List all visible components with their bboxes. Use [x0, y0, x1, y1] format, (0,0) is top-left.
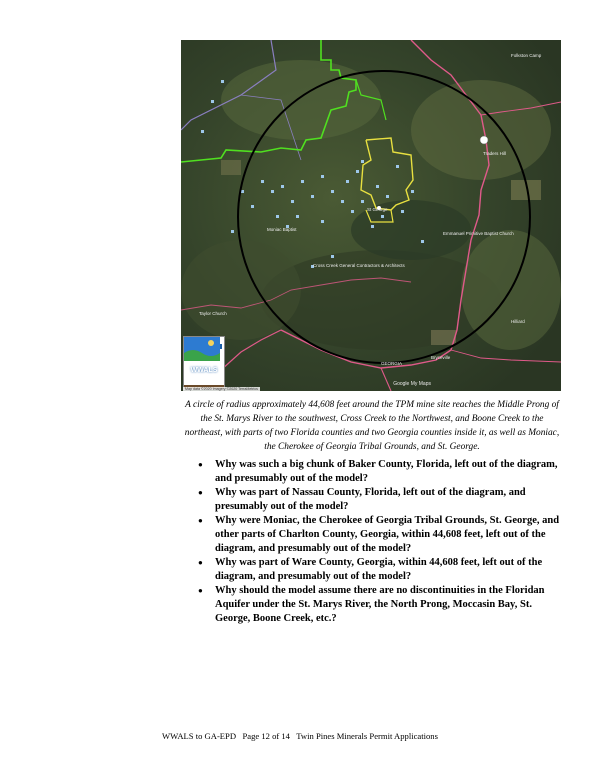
map-label-emmanuel: Emmanuel Primitive Baptist Church	[443, 231, 514, 236]
bullet-icon: ●	[198, 558, 203, 567]
bullet-icon: ●	[198, 488, 203, 497]
question-text: Why was such a big chunk of Baker County, Florida, left out of the diagram, and presumably out of the model?	[215, 459, 558, 484]
map-label-moniac: Moniac Baptist	[267, 227, 297, 232]
question-text: Why should the model assume there are no discontinuities in the Floridan Aquifer under the St. Marys River, the North Prong, Moccasin Bay, St. George, Boone Creek, etc.?	[215, 585, 545, 624]
question-text: Why was part of Ware County, Georgia, within 44,608 feet, left out of the diagram, and presumably out of the model?	[215, 557, 543, 582]
list-item	[193, 486, 565, 514]
map-label-bryceville: Bryceville	[431, 355, 451, 360]
map-imagery	[181, 40, 561, 391]
map-label-hilliard: Hilliard	[511, 319, 525, 324]
page-footer: WWALS to GA-EPD Page 12 of 14 Twin Pines Minerals Permit Applications	[162, 731, 438, 741]
satellite-map	[181, 40, 561, 391]
question-text: Why were Moniac, the Cherokee of Georgia Tribal Grounds, St. George, and other parts of Charlton County, Georgia, within 44,608 feet, left out of the diagram, and presumably out of the model?	[215, 515, 560, 554]
google-my-maps-credit: Google My Maps	[393, 381, 431, 387]
map-label-taylor: Taylor Church	[199, 311, 227, 316]
figure-caption: A circle of radius approximately 44,608 feet around the TPM mine site reaches the Middle Prong of the St. Marys River to the southwest, Cross Creek to the Northwest, and Boone Creek to the northeast, with parts of two Florida counties and two Georgia counties inside it, as well as Moniac, the Cherokee of Georgia Tribal Grounds, and St. George.	[184, 400, 560, 452]
map-label-folkston-camp: Folkston Camp	[511, 53, 542, 58]
map-label-traders-hill: Traders Hill	[483, 151, 506, 156]
map-label-cross-creek: Cross Creek General Contractors & Architects	[313, 263, 405, 268]
list-item	[193, 514, 565, 556]
list-item	[193, 584, 565, 626]
map-label-st-george: St George	[367, 207, 388, 212]
bullet-icon: ●	[198, 460, 203, 469]
bullet-icon: ●	[198, 516, 203, 525]
logo-river-art	[184, 337, 220, 361]
question-text: Why was part of Nassau County, Florida, left out of the diagram, and presumably out of the model?	[215, 487, 526, 512]
logo-wwals-text: WWALS	[190, 367, 218, 374]
list-item	[193, 458, 565, 486]
wwals-logo	[183, 336, 225, 390]
list-item	[193, 556, 565, 584]
question-list	[193, 458, 565, 626]
bullet-icon: ●	[198, 586, 203, 595]
map-label-georgia: GEORGIA	[381, 361, 403, 366]
map-attribution: Map data ©2020 Imagery ©2020 TerraMetrics	[185, 387, 258, 391]
